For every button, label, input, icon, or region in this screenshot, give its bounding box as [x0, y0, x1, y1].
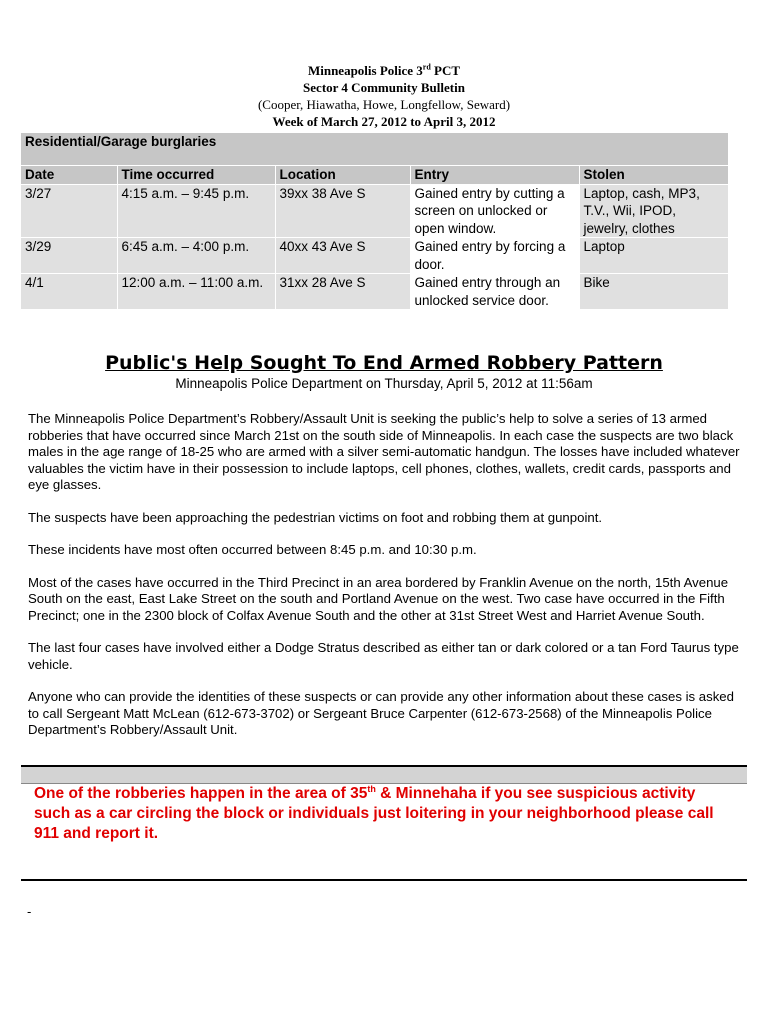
cell-time: 4:15 a.m. – 9:45 p.m.	[117, 184, 275, 238]
divider-band	[21, 765, 747, 784]
cell-date: 3/27	[21, 184, 117, 238]
column-header-time: Time occurred	[117, 166, 275, 185]
article-paragraph: The suspects have been approaching the pedestrian victims on foot and robbing them at gunpoint.	[28, 509, 603, 525]
column-header-entry: Entry	[410, 166, 579, 185]
article-byline: Minneapolis Police Department on Thursday, April 5, 2012 at 11:56am	[175, 376, 593, 391]
cell-stolen: Laptop	[579, 238, 728, 274]
cell-location: 39xx 38 Ave S	[275, 184, 410, 238]
footer-mark: -	[27, 904, 32, 919]
burglaries-header-row	[21, 166, 728, 185]
article-title: Public's Help Sought To End Armed Robbery Pattern	[105, 352, 663, 374]
column-header-location: Location	[275, 166, 410, 185]
cell-entry: Gained entry through an unlocked service door.	[410, 274, 579, 310]
cell-stolen: Laptop, cash, MP3, T.V., Wii, IPOD, jewelry, clothes	[579, 184, 728, 238]
cell-time: 12:00 a.m. – 11:00 a.m.	[117, 274, 275, 310]
burglaries-section-title: Residential/Garage burglaries	[21, 133, 728, 166]
article-paragraph: Anyone who can provide the identities of these suspects or can provide any other information about these cases is asked to call Sergeant Matt McLean (612-673-3702) or Sergeant Bruce Carpenter (612-673-2568) of the Minneapolis Police Department’s Robbery/Assault Unit.	[28, 689, 734, 737]
table-row	[21, 184, 728, 238]
table-row	[21, 238, 728, 274]
column-header-date: Date	[21, 166, 117, 185]
header-line-neighborhoods: (Cooper, Hiawatha, Howe, Longfellow, Seward)	[257, 97, 511, 112]
bulletin-header	[0, 62, 768, 130]
column-header-stolen: Stolen	[579, 166, 728, 185]
cell-time: 6:45 a.m. – 4:00 p.m.	[117, 238, 275, 274]
cell-entry: Gained entry by forcing a door.	[410, 238, 579, 274]
article-paragraph: The last four cases have involved either a Dodge Stratus described as either tan or dark colored or a tan Ford Taurus type vehicle.	[28, 640, 739, 672]
cell-stolen: Bike	[579, 274, 728, 310]
article-paragraph: Most of the cases have occurred in the Third Precinct in an area bordered by Franklin Avenue on the north, 15th Avenue South on the east, East Lake Street on the south and Portland Avenue on the west. Two case have occurred in the Fifth Precinct; one in the 2300 block of Colfax Avenue South and the other at 31st Street West and Harriet Avenue South.	[28, 574, 729, 623]
alert-notice: One of the robberies happen in the area of 35th & Minnehaha if you see suspicious activity such as a car circling the block or individuals just loitering in your neighborhood please call 911 and report it.	[34, 783, 714, 842]
header-line-precinct: Minneapolis Police 3rd PCT	[307, 62, 461, 78]
table-row	[21, 274, 728, 310]
article-paragraph: The Minneapolis Police Department’s Robbery/Assault Unit is seeking the public’s help to solve a series of 13 armed robberies that have occurred since March 21st on the south side of Minneapolis. In each case the suspects are two black males in the age range of 18-25 who are armed with a silver semi-automatic handgun. The losses have included whatever valuables the victim have in their possession to include laptops, cell phones, clothes, wallets, credit cards, passports and eye glasses.	[28, 411, 740, 492]
header-line-week: Week of March 27, 2012 to April 3, 2012	[272, 114, 496, 129]
burglaries-section-title-row	[21, 133, 728, 166]
article-paragraph: These incidents have most often occurred between 8:45 p.m. and 10:30 p.m.	[28, 542, 477, 557]
burglaries-table	[21, 132, 728, 310]
cell-date: 4/1	[21, 274, 117, 310]
header-line-bulletin: Sector 4 Community Bulletin	[303, 80, 465, 95]
cell-location: 31xx 28 Ave S	[275, 274, 410, 310]
cell-location: 40xx 43 Ave S	[275, 238, 410, 274]
divider-line	[21, 879, 747, 881]
article-body	[28, 411, 740, 755]
cell-entry: Gained entry by cutting a screen on unlocked or open window.	[410, 184, 579, 238]
cell-date: 3/29	[21, 238, 117, 274]
